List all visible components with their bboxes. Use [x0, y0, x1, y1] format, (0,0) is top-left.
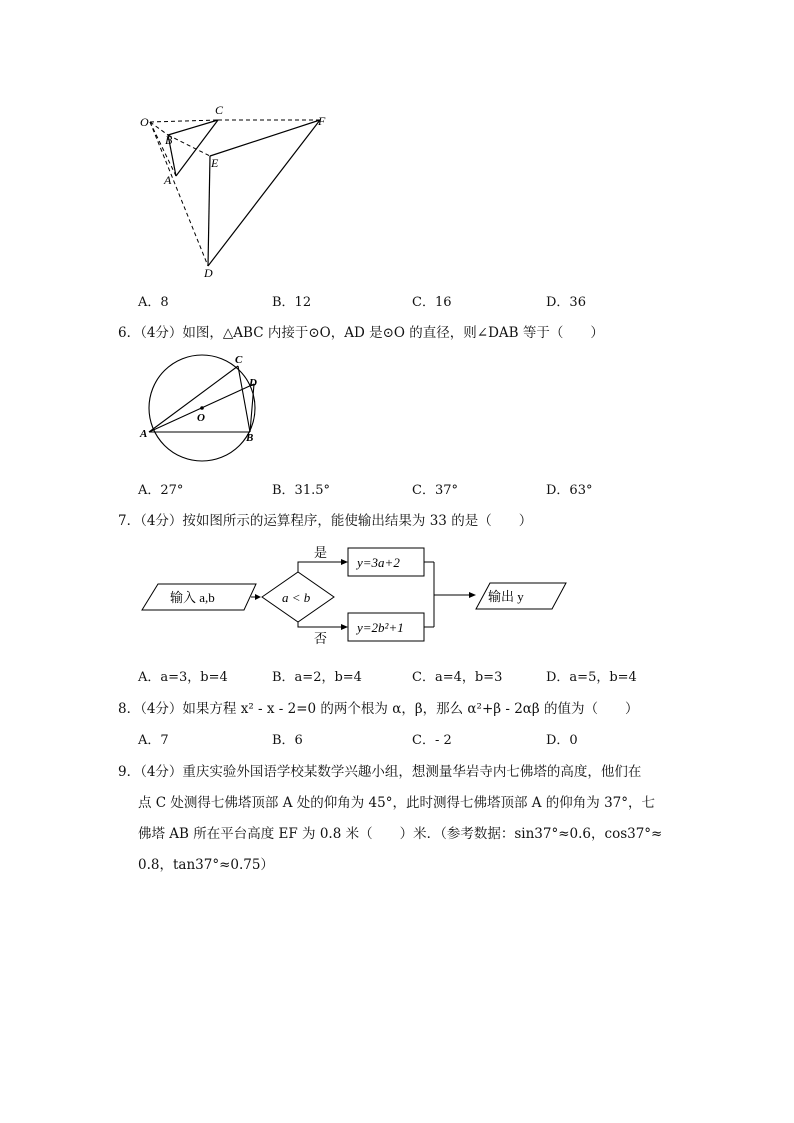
no-label: 否 — [314, 631, 328, 646]
q6-stem: 6．（4分）如图，△ABC 内接于⊙O，AD 是⊙O 的直径，则∠DAB 等于（ ） — [118, 325, 604, 341]
q5-figure — [130, 100, 340, 280]
q7-option-a[interactable]: A．a=3，b=4 — [138, 670, 228, 685]
q7-option-b[interactable]: B．a=2，b=4 — [272, 670, 362, 685]
label-e: E — [211, 156, 219, 170]
q8-option-a[interactable]: A．7 — [138, 733, 169, 748]
label-d: D — [204, 266, 213, 280]
output-label: 输出 y — [488, 589, 524, 604]
label-b: B — [246, 432, 254, 444]
label-b: B — [165, 133, 173, 147]
segment-ed — [208, 156, 210, 266]
q5-option-d[interactable]: D．36 — [546, 295, 586, 310]
label-c: C — [215, 103, 224, 117]
segment-od — [150, 122, 208, 266]
segment-ef — [210, 120, 320, 156]
arrowhead — [469, 592, 476, 598]
q9-line-3: 佛塔 AB 所在平台高度 EF 为 0.8 米（ ）米．（参考数据：sin37°≈0.6，cos37°≈ — [138, 826, 663, 842]
q7-option-d[interactable]: D．a=5，b=4 — [546, 670, 637, 685]
input-label: 输入 a,b — [170, 590, 215, 605]
formula-yes: y=3a+2 — [357, 555, 400, 570]
arrowhead — [255, 594, 261, 600]
q7-option-c[interactable]: C．a=4，b=3 — [412, 670, 503, 685]
q9-line-1: 9．（4分）重庆实验外国语学校某数学兴趣小组，想测量华岩寺内七佛塔的高度，他们在 — [118, 764, 642, 780]
label-c: C — [235, 354, 243, 366]
q8-option-d[interactable]: D．0 — [546, 733, 578, 748]
segment-oc — [150, 120, 218, 122]
q5-option-a[interactable]: A．8 — [138, 295, 169, 310]
label-a: A — [164, 173, 172, 187]
label-o: O — [197, 412, 205, 424]
q9-line-2: 点 C 处测得七佛塔顶部 A 处的仰角为 45°，此时测得七佛塔顶部 A 的仰角为 37°，七 — [138, 795, 656, 811]
segment-bc — [168, 120, 218, 135]
q6-figure — [138, 352, 268, 467]
q8-option-b[interactable]: B．6 — [272, 733, 303, 748]
q8-option-c[interactable]: C．- 2 — [412, 733, 452, 748]
q6-option-a[interactable]: A．27° — [138, 483, 184, 498]
q5-option-c[interactable]: C．16 — [412, 295, 452, 310]
q7-stem: 7．（4分）按如图所示的运算程序，能使输出结果为 33 的是（ ） — [118, 513, 533, 529]
arrowhead — [341, 559, 348, 565]
q6-option-c[interactable]: C．37° — [412, 483, 458, 498]
yes-branch-line — [298, 562, 346, 572]
decision-label: a < b — [282, 590, 311, 605]
segment-oa — [150, 122, 176, 176]
segment-df — [208, 120, 320, 266]
label-d: D — [249, 377, 257, 389]
yes-label: 是 — [314, 545, 328, 560]
label-a: A — [140, 428, 148, 440]
q8-stem: 8．（4分）如果方程 x² - x - 2=0 的两个根为 α，β，那么 α²+β - 2αβ 的值为（ ） — [118, 701, 639, 717]
q9-line-4: 0.8，tan37°≈0.75） — [138, 857, 274, 873]
center-dot — [200, 406, 204, 410]
q6-option-d[interactable]: D．63° — [546, 483, 593, 498]
label-o: O — [140, 115, 149, 129]
no-branch-line — [298, 622, 346, 627]
label-f: F — [318, 114, 326, 128]
arrowhead — [341, 624, 348, 630]
q5-option-b[interactable]: B．12 — [272, 295, 312, 310]
formula-no: y=2b²+1 — [357, 620, 404, 635]
segment-ac — [149, 366, 238, 432]
q6-option-b[interactable]: B．31.5° — [272, 483, 330, 498]
q7-flowchart — [138, 540, 578, 650]
